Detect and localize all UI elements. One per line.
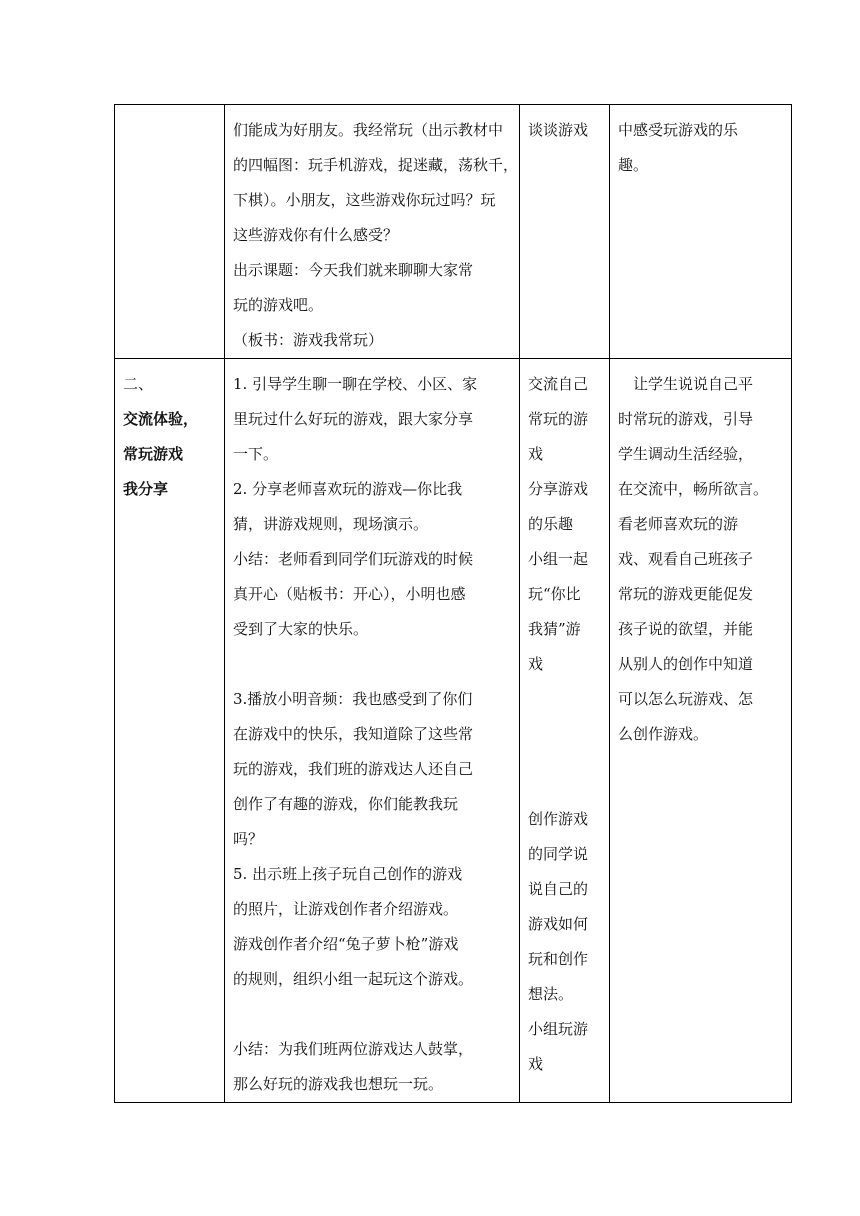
row2-stage-cell bbox=[115, 359, 225, 1103]
text-line: 的乐趣 bbox=[528, 515, 574, 533]
text-line: 真开心（贴板书：开心），小明也感 bbox=[233, 585, 466, 603]
text-line: （板书：游戏我常玩） bbox=[233, 331, 384, 349]
text-line: 1. 引导学生聊一聊在学校、小区、家 bbox=[233, 375, 478, 393]
text-line: 看老师喜欢玩的游 bbox=[618, 515, 739, 533]
stage-title-line: 我分享 bbox=[123, 480, 169, 498]
text-line: 一下。 bbox=[233, 445, 279, 463]
text-line: 小组玩游 bbox=[528, 1020, 589, 1038]
row1-teacher-activity-cell bbox=[225, 105, 520, 359]
text-line: 们能成为好朋友。我经常玩（出示教材中 bbox=[233, 121, 504, 139]
text-line: 戏 bbox=[528, 1055, 544, 1073]
stage-number: 二、 bbox=[123, 375, 154, 393]
text-line: 我猜”游 bbox=[528, 620, 581, 638]
text-line: 可以怎么玩游戏、怎 bbox=[618, 690, 754, 708]
text-line: 么创作游戏。 bbox=[618, 725, 709, 743]
table-row-sharing bbox=[115, 359, 792, 1103]
row2-teacher-activity-cell bbox=[225, 359, 520, 1103]
text-line: 说自己的 bbox=[528, 880, 589, 898]
blank-space bbox=[528, 682, 601, 802]
text-line: 交流自己 bbox=[528, 375, 589, 393]
text-line: 分享游戏 bbox=[528, 480, 589, 498]
text-line: 的规则，组织小组一起玩这个游戏。 bbox=[233, 970, 474, 988]
row1-student-activity-cell bbox=[520, 105, 610, 359]
text-line: 创作了有趣的游戏，你们能教我玩 bbox=[233, 795, 459, 813]
text-line: 游戏如何 bbox=[528, 915, 589, 933]
text-line: 吗？ bbox=[233, 830, 264, 848]
text-line: 玩“你比 bbox=[528, 585, 581, 603]
blank-line bbox=[233, 997, 511, 1032]
text-line: 常玩的游 bbox=[528, 410, 589, 428]
row1-stage-cell bbox=[115, 105, 225, 359]
text-line: 2. 分享老师喜欢玩的游戏—你比我 bbox=[233, 480, 463, 498]
text-line: 学生调动生活经验， bbox=[618, 445, 754, 463]
text-line: 戏 bbox=[528, 655, 544, 673]
text-line: 小结：老师看到同学们玩游戏的时候 bbox=[233, 550, 474, 568]
text-line: 让学生说说自己平 bbox=[633, 375, 754, 393]
text-line: 下棋）。小朋友，这些游戏你玩过吗？玩 bbox=[233, 191, 496, 209]
text-line: 5. 出示班上孩子玩自己创作的游戏 bbox=[233, 865, 463, 883]
text-line: 趣。 bbox=[618, 156, 649, 174]
text-line: 谈谈游戏 bbox=[528, 121, 589, 139]
text-line: 这些游戏你有什么感受？ bbox=[233, 226, 399, 244]
text-line: 想法。 bbox=[528, 985, 574, 1003]
text-line: 从别人的创作中知道 bbox=[618, 655, 754, 673]
text-line: 3.播放小明音频：我也感受到了你们 bbox=[233, 690, 473, 708]
text-line: 的照片，让游戏创作者介绍游戏。 bbox=[233, 900, 459, 918]
blank-line bbox=[233, 647, 511, 682]
text-line: 常玩的游戏更能促发 bbox=[618, 585, 754, 603]
row2-student-activity-cell bbox=[520, 359, 610, 1103]
text-line: 小结：为我们班两位游戏达人鼓掌， bbox=[233, 1040, 474, 1058]
text-line: 中感受玩游戏的乐 bbox=[618, 121, 739, 139]
text-line: 玩和创作 bbox=[528, 950, 589, 968]
text-line: 在游戏中的快乐，我知道除了这些常 bbox=[233, 725, 474, 743]
text-line: 受到了大家的快乐。 bbox=[233, 620, 369, 638]
text-line: 猜，讲游戏规则，现场演示。 bbox=[233, 515, 429, 533]
text-line: 戏、观看自己班孩子 bbox=[618, 550, 754, 568]
row1-design-intent-cell bbox=[610, 105, 792, 359]
text-line: 那么好玩的游戏我也想玩一玩。 bbox=[233, 1075, 444, 1093]
text-line: 戏 bbox=[528, 445, 544, 463]
text-line: 在交流中，畅所欲言。 bbox=[618, 480, 769, 498]
text-line: 里玩过什么好玩的游戏，跟大家分享 bbox=[233, 410, 474, 428]
text-line: 玩的游戏吧。 bbox=[233, 296, 324, 314]
text-line: 时常玩的游戏，引导 bbox=[618, 410, 754, 428]
text-line: 孩子说的欲望，并能 bbox=[618, 620, 754, 638]
text-line: 玩的游戏，我们班的游戏达人还自己 bbox=[233, 760, 474, 778]
stage-title-line: 常玩游戏 bbox=[123, 445, 184, 463]
text-line: 小组一起 bbox=[528, 550, 589, 568]
text-line: 出示课题：今天我们就来聊聊大家常 bbox=[233, 261, 474, 279]
text-line: 的同学说 bbox=[528, 845, 589, 863]
text-line: 创作游戏 bbox=[528, 810, 589, 828]
stage-title-line: 交流体验， bbox=[123, 410, 199, 428]
lesson-plan-table bbox=[114, 104, 792, 1103]
text-line: 的四幅图：玩手机游戏，捉迷藏，荡秋千， bbox=[233, 156, 519, 174]
text-line: 游戏创作者介绍“兔子萝卜枪”游戏 bbox=[233, 935, 459, 953]
row2-design-intent-cell bbox=[610, 359, 792, 1103]
table-row-intro bbox=[115, 105, 792, 359]
